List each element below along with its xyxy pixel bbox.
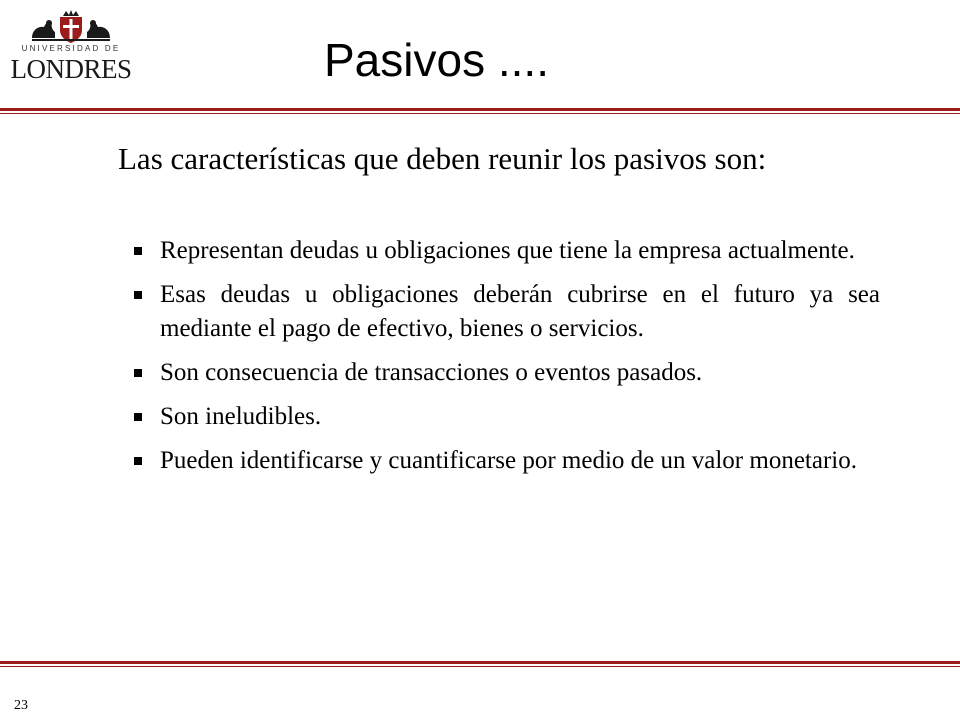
bullet-text: Pueden identificarse y cuantificarse por medio de un valor monetario. — [160, 447, 857, 474]
intro-text: Las características que deben reunir los pasivos son: — [118, 141, 767, 176]
bullet-text: Son ineludibles. — [160, 403, 322, 430]
logo-name: LONDRES — [10, 54, 132, 84]
bullet-list — [120, 234, 880, 478]
slide-number: 23 — [14, 698, 28, 713]
square-bullet-icon — [134, 413, 142, 421]
bullet-text: Representan deudas u obligaciones que tiene la empresa actualmente. — [160, 237, 855, 264]
bullet-item — [120, 400, 880, 434]
bullet-text: Esas deudas u obligaciones deberán cubrirse en el futuro ya sea mediante el pago de efectivo, bienes o servicios. — [160, 281, 880, 342]
bullet-item — [120, 234, 880, 268]
crest-icon — [8, 10, 134, 44]
square-bullet-icon — [134, 247, 142, 255]
slide-title: Pasivos .... — [324, 34, 549, 86]
university-logo — [8, 10, 134, 90]
square-bullet-icon — [134, 457, 142, 465]
square-bullet-icon — [134, 291, 142, 299]
bullet-text: Son consecuencia de transacciones o eventos pasados. — [160, 359, 703, 386]
square-bullet-icon — [134, 369, 142, 377]
logo-university-label: UNIVERSIDAD DE — [21, 44, 121, 53]
footer-divider — [0, 661, 960, 664]
bullet-item — [120, 278, 880, 346]
bullet-item — [120, 356, 880, 390]
bullet-item — [120, 444, 880, 478]
header-divider — [0, 108, 960, 111]
